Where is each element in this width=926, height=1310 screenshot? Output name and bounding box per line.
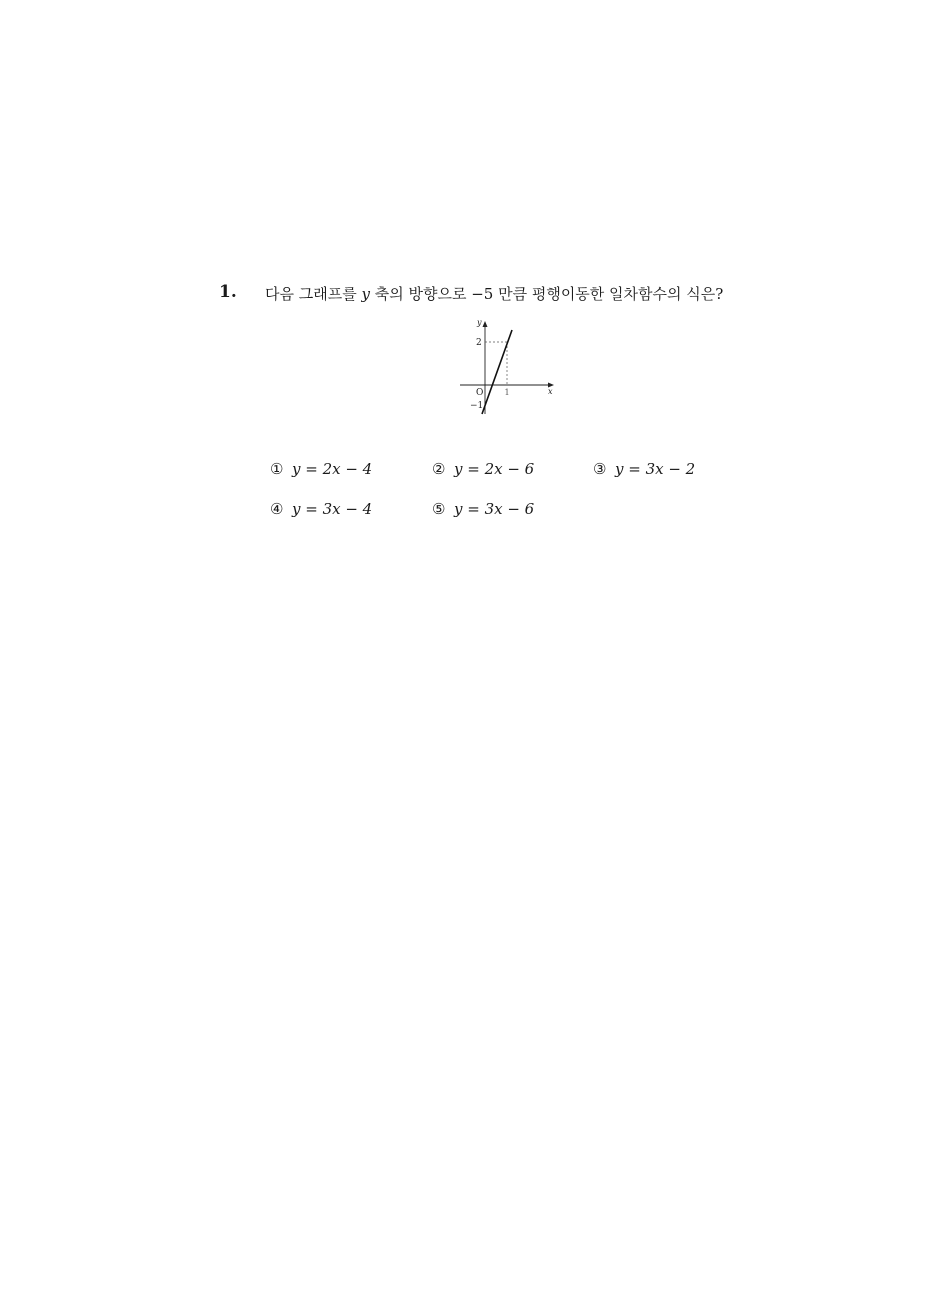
choice-1[interactable] xyxy=(270,460,372,478)
question-text-post: 축의 방향으로 −5 만큼 평행이동한 일차함수의 식은? xyxy=(369,285,724,303)
function-line xyxy=(482,330,512,414)
choice-marker: ④ xyxy=(270,500,284,518)
linear-function-graph xyxy=(456,314,558,418)
choice-expression: y = 2x − 4 xyxy=(292,460,373,478)
y-tick-label-2: 2 xyxy=(476,338,482,348)
problem-number: 1. xyxy=(219,282,237,302)
y-axis-label: y xyxy=(477,318,482,327)
x-axis-label: x xyxy=(548,387,553,396)
question-text-pre: 다음 그래프를 xyxy=(265,285,362,303)
choice-5[interactable] xyxy=(432,500,534,518)
choice-2[interactable] xyxy=(432,460,534,478)
choice-expression: y = 3x − 6 xyxy=(454,500,535,518)
y-tick-label-minus-1: −1 xyxy=(470,401,484,411)
question-text xyxy=(265,283,723,304)
origin-label: O xyxy=(476,388,484,398)
choice-4[interactable] xyxy=(270,500,372,518)
x-tick-label-1: 1 xyxy=(504,388,510,397)
question-variable: y xyxy=(361,285,370,303)
choice-expression: y = 2x − 6 xyxy=(454,460,535,478)
choice-3[interactable] xyxy=(593,460,695,478)
y-axis-arrow xyxy=(483,321,488,327)
choice-marker: ② xyxy=(432,460,446,478)
choice-marker: ⑤ xyxy=(432,500,446,518)
choice-marker: ③ xyxy=(593,460,607,478)
choice-expression: y = 3x − 2 xyxy=(615,460,696,478)
choice-expression: y = 3x − 4 xyxy=(292,500,373,518)
choice-marker: ① xyxy=(270,460,284,478)
